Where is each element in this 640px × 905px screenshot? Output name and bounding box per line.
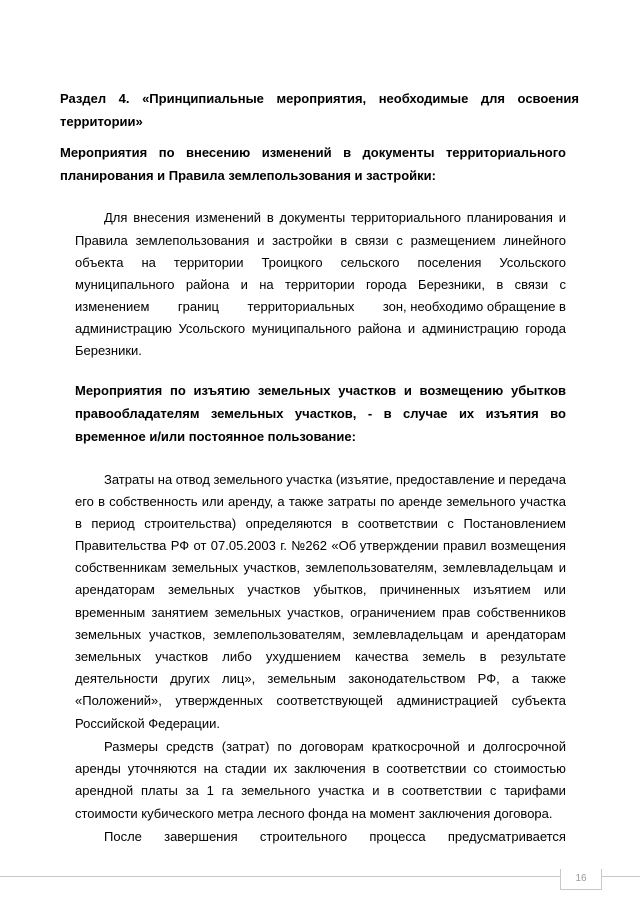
word: внесению xyxy=(185,145,251,160)
word: собственность xyxy=(109,494,198,509)
section-heading-line-2: территории» xyxy=(60,114,143,129)
word: в xyxy=(387,783,395,798)
word: зон, необходимо обращение в xyxy=(382,299,566,314)
word: в xyxy=(266,210,274,225)
word: необходимые xyxy=(378,91,469,106)
word: убытков xyxy=(511,383,566,398)
word: Березники, xyxy=(418,277,485,292)
word: по xyxy=(277,739,292,754)
word: стоимостью xyxy=(493,761,566,776)
word: га xyxy=(221,783,234,798)
para1-line xyxy=(75,321,566,337)
word: Усольского xyxy=(499,255,566,270)
word: от xyxy=(193,538,207,553)
word: администрацию xyxy=(421,321,519,336)
subheading-documents-line-1 xyxy=(60,145,566,161)
para4-line xyxy=(104,829,566,845)
word: земельного xyxy=(213,472,283,487)
word: Мероприятия xyxy=(60,145,148,160)
word: убытков, xyxy=(313,582,367,597)
word: и xyxy=(558,560,566,575)
word: размещением xyxy=(410,233,496,248)
word: и xyxy=(372,783,380,798)
word: участков, xyxy=(287,605,344,620)
page-number: 16 xyxy=(560,869,602,890)
word: также xyxy=(531,671,566,686)
word: земельным xyxy=(267,671,336,686)
word: документы xyxy=(279,210,346,225)
word: либо xyxy=(222,649,252,664)
word: возмещения xyxy=(490,538,566,553)
word: и xyxy=(240,277,248,292)
para2-line xyxy=(75,605,566,621)
word: и xyxy=(498,472,506,487)
word: линейного xyxy=(503,233,566,248)
word: со xyxy=(473,761,488,776)
word: участков, xyxy=(294,406,357,421)
word: на xyxy=(259,277,274,292)
word: и xyxy=(257,233,265,248)
para3-line xyxy=(104,739,566,755)
word: земельного xyxy=(241,783,311,798)
word: в xyxy=(479,649,487,664)
word: изъятием xyxy=(473,582,531,597)
word: в xyxy=(372,761,380,776)
word: их xyxy=(458,406,475,421)
para2-line-last: Российской Федерации. xyxy=(75,716,220,731)
word: города xyxy=(525,321,566,336)
word: с xyxy=(489,783,497,798)
para2-line xyxy=(75,582,566,598)
word: земель xyxy=(422,649,466,664)
word: занятием xyxy=(151,605,209,620)
word: Правительства xyxy=(75,538,167,553)
word: с xyxy=(559,277,566,292)
word: лиц», xyxy=(222,671,256,686)
word: земельных xyxy=(210,406,284,421)
word: участков xyxy=(155,649,209,664)
word: по xyxy=(158,145,175,160)
word: договорам xyxy=(299,739,364,754)
word: собственников xyxy=(476,605,566,620)
word: правил xyxy=(443,538,487,553)
word: землепользователям, xyxy=(213,627,345,642)
para1-line xyxy=(75,299,566,315)
word: платы xyxy=(140,783,178,798)
word: изменением xyxy=(75,299,150,314)
word: в xyxy=(340,233,348,248)
word: субъекта xyxy=(511,693,566,708)
word: соответствии xyxy=(402,783,483,798)
para2-line xyxy=(75,627,566,643)
word: предусматривается xyxy=(447,829,566,844)
word: города xyxy=(365,277,407,292)
word: утвержденных xyxy=(175,693,263,708)
word: тарифами xyxy=(504,783,566,798)
word: качества xyxy=(354,649,409,664)
para1-line xyxy=(104,210,566,226)
word: земельного xyxy=(446,494,516,509)
word: по xyxy=(169,383,186,398)
word: прав xyxy=(441,605,471,620)
word: 1 xyxy=(206,783,214,798)
word: застройки xyxy=(272,233,333,248)
word: «Положений», xyxy=(75,693,162,708)
word: арендаторам xyxy=(486,627,566,642)
word: ухудшением xyxy=(265,649,341,664)
section-heading-line-1 xyxy=(60,91,579,107)
word: заключения xyxy=(294,761,366,776)
word: соответствии xyxy=(357,516,438,531)
para3-line xyxy=(75,761,566,777)
word: на xyxy=(157,472,173,487)
word: и xyxy=(558,210,566,225)
word: их xyxy=(273,761,288,776)
para2-line xyxy=(75,671,566,687)
word: сельского xyxy=(340,255,400,270)
word: землепользователям, xyxy=(305,560,438,575)
word: затраты xyxy=(327,494,376,509)
word: Постановлением xyxy=(463,516,566,531)
word: временным xyxy=(75,605,146,620)
word: Затраты xyxy=(104,472,155,487)
word: законодательством xyxy=(348,671,466,686)
word: период xyxy=(91,516,135,531)
footer-rule xyxy=(0,876,640,877)
word: а xyxy=(511,671,520,686)
word: а xyxy=(277,494,285,509)
para2-line xyxy=(75,538,566,554)
para2-line xyxy=(75,560,566,576)
word: землевладельцам xyxy=(442,560,554,575)
word: процесса xyxy=(369,829,426,844)
word: связи xyxy=(514,277,549,292)
word: в xyxy=(343,145,352,160)
word: земельных xyxy=(214,605,281,620)
word: ограничением xyxy=(350,605,436,620)
word: в xyxy=(75,516,82,531)
word: с xyxy=(447,516,454,531)
word: РФ, xyxy=(477,671,500,686)
word: строительного xyxy=(259,829,348,844)
word: собственникам xyxy=(75,560,167,575)
para1-line xyxy=(75,233,566,249)
word: мероприятия, xyxy=(276,91,367,106)
word: во xyxy=(550,406,566,421)
word: в xyxy=(383,406,392,421)
word: долгосрочной xyxy=(483,739,566,754)
word: муниципального xyxy=(251,321,352,336)
subheading-withdrawal-line-last: временное и/или постоянное пользование: xyxy=(75,429,356,444)
word: в xyxy=(341,516,349,531)
word: Размеры xyxy=(104,739,159,754)
word: Мероприятия xyxy=(75,383,163,398)
word: участка xyxy=(519,494,566,509)
word: стадии xyxy=(224,761,267,776)
word: документы xyxy=(362,145,435,160)
word: поселения xyxy=(417,255,482,270)
word: случае xyxy=(402,406,448,421)
word: деятельности xyxy=(75,671,158,686)
word: территориального xyxy=(350,210,461,225)
word: отвод xyxy=(175,472,210,487)
para1-line xyxy=(75,255,566,271)
word: Усольского xyxy=(178,321,246,336)
word: земельных xyxy=(75,649,142,664)
word: изъятию xyxy=(193,383,251,398)
word: уточняются xyxy=(127,761,197,776)
word: с xyxy=(396,233,403,248)
word: Троицкого xyxy=(261,255,323,270)
word: №262 xyxy=(291,538,328,553)
subheading-withdrawal-line xyxy=(75,406,566,422)
word: - xyxy=(367,406,373,421)
word: на xyxy=(141,255,156,270)
word: планирования xyxy=(466,210,553,225)
word: и xyxy=(407,321,416,336)
word: средств xyxy=(166,739,214,754)
word: участков, xyxy=(243,560,301,575)
word: территории xyxy=(285,277,355,292)
word: правообладателям xyxy=(75,406,200,421)
word: территории xyxy=(173,255,244,270)
word: предоставление xyxy=(395,472,495,487)
word: и xyxy=(467,739,476,754)
word: внесения xyxy=(133,210,190,225)
word: завершения xyxy=(164,829,238,844)
word: земельных xyxy=(171,560,239,575)
para3-line-last: стоимости кубического метра лесного фонда на момент заключения договора. xyxy=(75,806,553,821)
word: границ xyxy=(177,299,219,314)
word: для xyxy=(480,91,505,106)
para2-line xyxy=(75,516,566,532)
word: 07.05.2003 xyxy=(210,538,276,553)
word: освоения xyxy=(517,91,579,106)
word: и xyxy=(403,383,412,398)
para2-line xyxy=(75,693,566,709)
word: краткосрочной xyxy=(371,739,460,754)
word: «Принципиальные xyxy=(142,91,264,106)
word: возмещению xyxy=(419,383,504,398)
subheading-withdrawal-line xyxy=(75,383,566,399)
word: строительства) xyxy=(144,516,237,531)
word: также xyxy=(288,494,324,509)
word: землепользования xyxy=(135,233,250,248)
para2-line xyxy=(75,494,566,510)
word: на xyxy=(203,761,219,776)
word: аренде xyxy=(398,494,443,509)
word: за xyxy=(185,783,199,798)
word: г. xyxy=(280,538,288,553)
word: или xyxy=(201,494,224,509)
word: Для xyxy=(104,210,128,225)
word: и xyxy=(471,627,479,642)
para3-line xyxy=(75,783,566,799)
para1-line-last: Березники. xyxy=(75,343,142,358)
word: в xyxy=(496,277,504,292)
word: (затрат) xyxy=(221,739,270,754)
word: соответствии xyxy=(386,761,467,776)
para2-line xyxy=(75,649,566,665)
word: участка xyxy=(286,472,333,487)
word: других xyxy=(170,671,210,686)
word: земельных xyxy=(168,582,235,597)
word: участков xyxy=(247,582,301,597)
word: аренды xyxy=(75,761,121,776)
subheading-documents-line-2: планирования и Правила землепользования и застройки: xyxy=(60,168,436,183)
word: муниципального xyxy=(75,277,175,292)
word: или xyxy=(543,582,566,597)
word: результате xyxy=(500,649,566,664)
word: администрацию xyxy=(75,321,172,336)
word: земельных xyxy=(75,627,142,642)
word: по xyxy=(380,494,395,509)
word: причиненных xyxy=(379,582,460,597)
word: землевладельцам xyxy=(352,627,464,642)
word: участка xyxy=(318,783,365,798)
word: (изъятие, xyxy=(335,472,393,487)
word: определяются xyxy=(245,516,332,531)
word: 4. xyxy=(118,91,130,106)
word: «Об утверждении xyxy=(331,538,439,553)
word: аренду, xyxy=(228,494,274,509)
word: территориальных xyxy=(247,299,355,314)
word: изменений xyxy=(195,210,262,225)
word: РФ xyxy=(170,538,190,553)
word: изъятия xyxy=(485,406,539,421)
word: арендаторам xyxy=(75,582,155,597)
word: передача xyxy=(508,472,566,487)
word: территориального xyxy=(445,145,566,160)
word: его xyxy=(75,494,94,509)
word: связи xyxy=(355,233,389,248)
word: администрацией xyxy=(396,693,499,708)
word: Правила xyxy=(75,233,128,248)
word: района xyxy=(185,277,230,292)
word: объекта xyxy=(75,255,124,270)
word: участков, xyxy=(148,627,206,642)
word: арендной xyxy=(75,783,134,798)
word: земельных xyxy=(257,383,331,398)
word: участков xyxy=(338,383,397,398)
para1-line xyxy=(75,277,566,293)
word: Раздел xyxy=(60,91,107,106)
word: в xyxy=(98,494,105,509)
word: изменений xyxy=(261,145,332,160)
para2-line xyxy=(104,472,566,488)
word: соответствующей xyxy=(276,693,383,708)
word: После xyxy=(104,829,142,844)
word: района xyxy=(357,321,402,336)
